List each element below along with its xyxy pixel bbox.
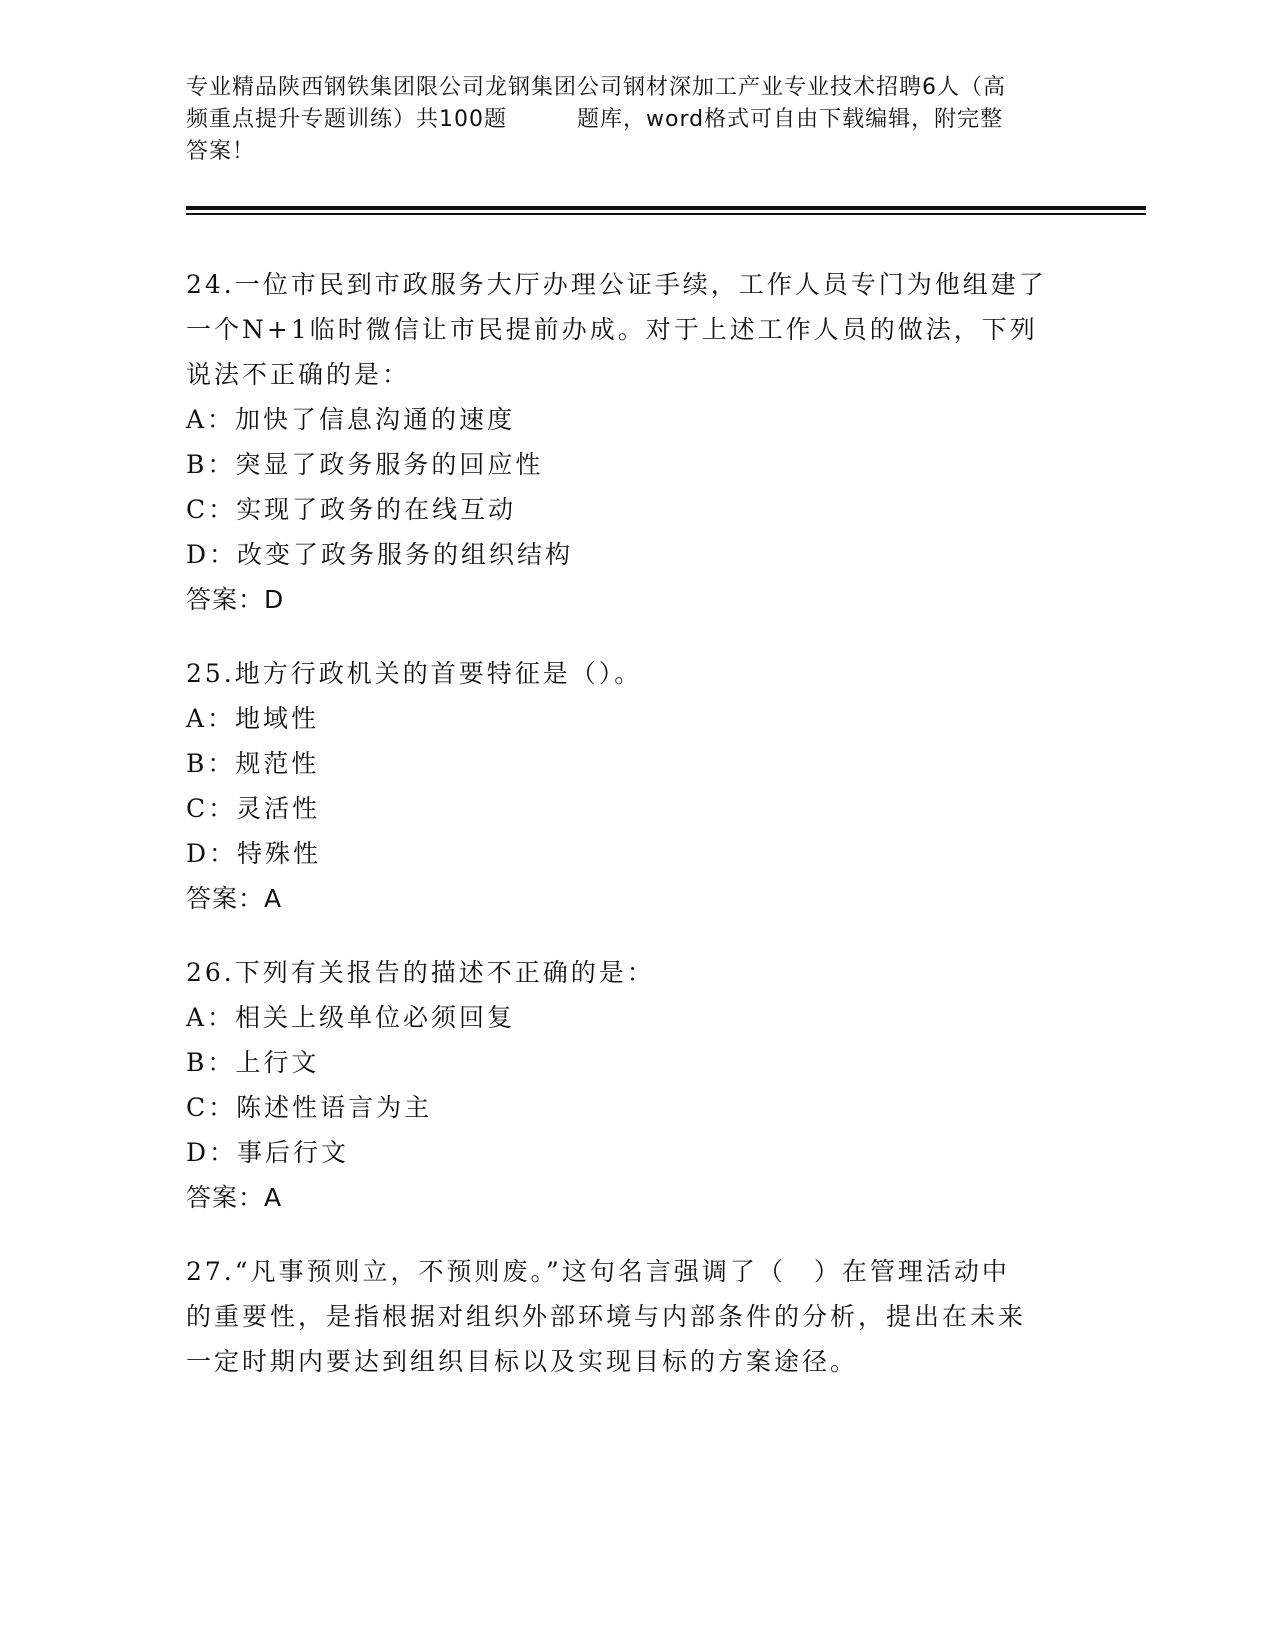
header-line-3: 答案！ bbox=[186, 139, 256, 164]
option-b: B：规范性 bbox=[186, 749, 320, 778]
option-d: D：改变了政务服务的组织结构 bbox=[186, 540, 574, 569]
question-stem-line: 24.一位市民到市政服务大厅办理公证手续，工作人员专门为他组建了 bbox=[186, 270, 1047, 299]
answer-line: 答案：A bbox=[186, 1183, 283, 1212]
header-line-2-suffix: 题库，word格式可自由下载编辑，附完整 bbox=[577, 107, 1004, 132]
question-stem-line: 25.地方行政机关的首要特征是（）。 bbox=[186, 659, 643, 688]
document-header bbox=[186, 72, 1086, 168]
header-divider-thin bbox=[186, 213, 1146, 215]
answer-line: 答案：D bbox=[186, 585, 285, 614]
option-b: B：上行文 bbox=[186, 1048, 320, 1077]
option-a: A：地域性 bbox=[186, 704, 320, 733]
question-26 bbox=[186, 950, 1086, 1220]
option-c: C：灵活性 bbox=[186, 794, 321, 823]
option-a: A：加快了信息沟通的速度 bbox=[186, 405, 516, 434]
question-list bbox=[186, 262, 1086, 1413]
answer-line: 答案：A bbox=[186, 884, 283, 913]
option-c: C：陈述性语言为主 bbox=[186, 1093, 433, 1122]
question-stem-line: 一定时期内要达到组织目标以及实现目标的方案途径。 bbox=[186, 1347, 859, 1376]
header-divider-thick bbox=[186, 206, 1146, 210]
question-25 bbox=[186, 651, 1086, 921]
option-d: D：特殊性 bbox=[186, 839, 322, 868]
question-27 bbox=[186, 1249, 1086, 1384]
option-c: C：实现了政务的在线互动 bbox=[186, 495, 517, 524]
option-d: D：事后行文 bbox=[186, 1138, 350, 1167]
option-b: B：突显了政务服务的回应性 bbox=[186, 450, 544, 479]
question-stem-line: 一个N+1临时微信让市民提前办成。对于上述工作人员的做法，下列 bbox=[186, 315, 1038, 344]
question-stem-line: 26.下列有关报告的描述不正确的是： bbox=[186, 958, 655, 987]
header-line-2 bbox=[186, 104, 1086, 136]
header-line-1: 专业精品陕西钢铁集团限公司龙钢集团公司钢材深加工产业专业技术招聘6人（高 bbox=[186, 75, 1006, 100]
question-stem-line: 说法不正确的是： bbox=[186, 360, 411, 389]
question-24 bbox=[186, 262, 1086, 622]
question-stem-line: 27.“凡事预则立，不预则废。”这句名言强调了（ ）在管理活动中 bbox=[186, 1257, 1010, 1286]
header-line-2-text: 频重点提升专题训练）共100题 bbox=[186, 107, 507, 132]
option-a: A：相关上级单位必须回复 bbox=[186, 1003, 516, 1032]
question-stem-line: 的重要性，是指根据对组织外部环境与内部条件的分析，提出在未来 bbox=[186, 1302, 1027, 1331]
